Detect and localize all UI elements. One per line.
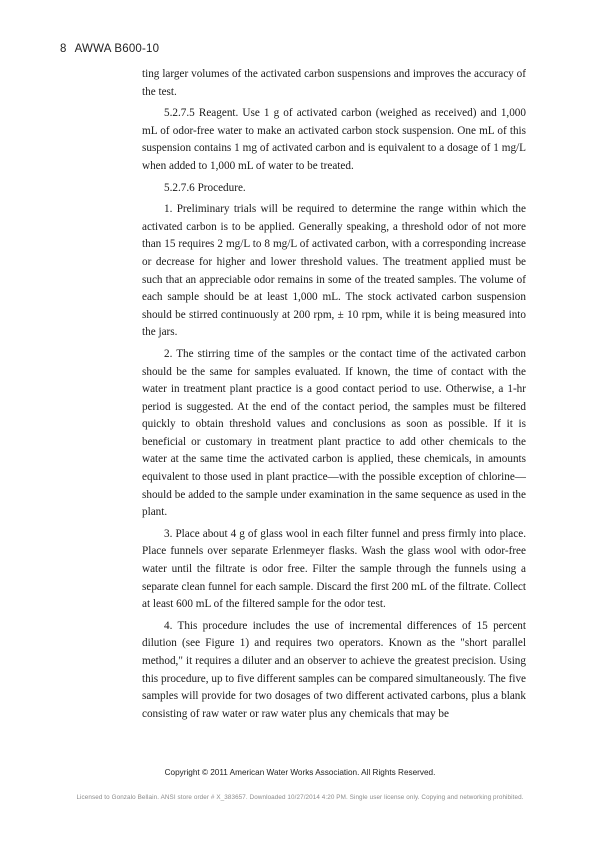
license-watermark: Licensed to Gonzalo Bellain. ANSI store order # X_383657. Downloaded 10/27/2014 4:20 PM. Single user license only. Copying and networking prohibited. (76, 794, 524, 801)
paragraph-reagent: 5.2.7.5 Reagent. Use 1 g of activated carbon (weighed as received) and 1,000 mL of odor-free water to make an activated carbon stock suspension. One mL of this suspension contains 1 mg of activated carbon and is equivalent to a dosage of 1 mg/L when added to 1,000 mL of water to be treated. (142, 107, 526, 172)
procedure-step-3: 3. Place about 4 g of glass wool in each filter funnel and press firmly into place. Place funnels over separate Erlenmeyer flasks. Wash the glass wool with odor-free water until the filtrate is odor free. Filter the sample through the funnels using a separate clean funnel for each sample. Discard the first 200 mL of the filtrate. Collect at least 600 mL of the filtered sample for the odor test. (142, 527, 526, 611)
procedure-step-4: 4. This procedure includes the use of incremental differences of 15 percent dilution (see Figure 1) and requires two operators. Known as the "short parallel method," it requires a diluter and an observer to achieve the greatest precision. Using this procedure, up to five different samples can be compared simultaneously. The five samples will provide for two dosages of two different activated carbons, plus a blank consisting of raw water or raw water plus any chemicals that may be (142, 619, 526, 720)
page-number: 8 (60, 43, 67, 55)
copyright-notice: Copyright © 2011 American Water Works Association. All Rights Reserved. (164, 768, 436, 777)
body-text (142, 66, 526, 727)
paragraph-continuation: ting larger volumes of the activated carbon suspensions and improves the accuracy of the test. (142, 68, 526, 98)
standard-designation: AWWA B600-10 (74, 43, 160, 55)
heading-procedure: 5.2.7.6 Procedure. (164, 181, 246, 194)
running-header (60, 43, 159, 55)
procedure-step-2: 2. The stirring time of the samples or the contact time of the activated carbon should be the same for samples evaluated. If known, the time of contact with the water in treatment plant practice is a good contact period to use. Otherwise, a 1-hr period is suggested. At the end of the contact period, the samples must be filtered quickly to obtain threshold values and conclusions as soon as possible. If it is beneficial or customary in treatment plant practice to add other chemicals to the water at the same time the activated carbon is applied, these chemicals, in amounts equivalent to those used in plant practice—with the possible exception of chlorine—should be added to the sample under examination in the same sequence as used in the plant. (142, 347, 526, 519)
procedure-step-1: 1. Preliminary trials will be required to determine the range within which the activated carbon is to be applied. Generally speaking, a threshold odor of not more than 15 requires 2 mg/L to 8 mg/L of activated carbon, with a corresponding increase or decrease for higher and lower threshold values. The treatment applied must be such that an appreciable odor remains in some of the treated samples. The volume of each sample should be at least 1,000 mL. The stock activated carbon suspension should be stirred continuously at 200 rpm, ± 10 rpm, while it is being measured into the jars. (142, 203, 526, 339)
